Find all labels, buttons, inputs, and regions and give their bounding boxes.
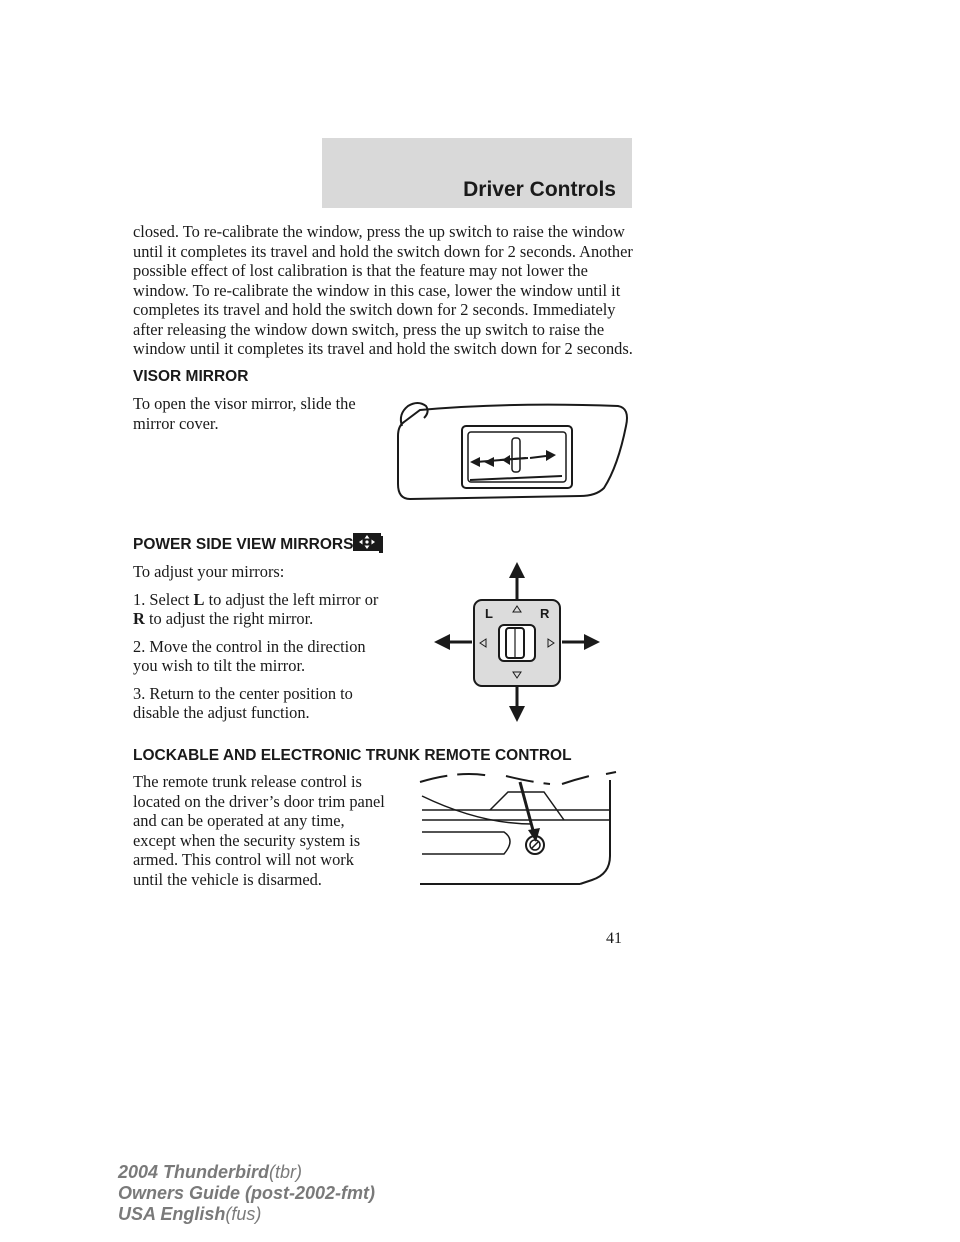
footer-model-code: (tbr)	[269, 1162, 303, 1182]
step1-middle: to adjust the left mirror or	[204, 589, 379, 609]
step1-prefix: 1. Select	[133, 589, 194, 609]
power-mirror-icon	[352, 532, 384, 554]
power-mirrors-step1	[133, 590, 388, 629]
step1-left-letter: L	[193, 589, 205, 609]
switch-right-label: R	[540, 606, 550, 621]
footer-language: USA English	[118, 1204, 226, 1224]
page-number: 41	[606, 930, 622, 947]
footer-line-1	[118, 1162, 375, 1183]
visor-mirror-heading: VISOR MIRROR	[133, 368, 249, 385]
footer-line-3	[118, 1204, 375, 1225]
trunk-control-heading: LOCKABLE AND ELECTRONIC TRUNK REMOTE CONTROL	[133, 747, 572, 764]
power-mirrors-intro: To adjust your mirrors:	[133, 562, 285, 581]
trunk-release-illustration	[420, 770, 616, 888]
switch-left-label: L	[485, 606, 493, 621]
header-band	[322, 138, 632, 208]
intro-paragraph: closed. To re-calibrate the window, press the up switch to raise the window until it completes its travel and hold the switch down for 2 seconds. Another possible effect of lost calibration is that the feature may not lower the window. To re-calibrate the window in this case, lower the window until it completes its travel and hold the switch down for 2 seconds. Immediately after releasing the window down switch, press the up switch to raise the window until it completes its travel and hold the switch down for 2 seconds.	[133, 222, 633, 358]
trunk-control-text: The remote trunk release control is located on the driver’s door trim panel and can be operated at any time, except when the security system is armed. This control will not work until the vehicle is disarmed.	[133, 772, 385, 889]
step1-right-letter: R	[133, 609, 145, 628]
section-title: Driver Controls	[463, 178, 616, 201]
footer-line-2	[118, 1183, 375, 1204]
power-mirrors-heading: POWER SIDE VIEW MIRRORS	[133, 536, 354, 553]
footer-guide: Owners Guide (post-2002-fmt)	[118, 1183, 376, 1203]
mirror-control-switch-illustration	[432, 560, 602, 724]
visor-mirror-text: To open the visor mirror, slide the mirror cover.	[133, 394, 356, 433]
power-mirrors-step3: 3. Return to the center position to disable the adjust function.	[133, 683, 353, 722]
footer-language-code: (fus)	[225, 1204, 262, 1224]
visor-mirror-illustration	[390, 396, 630, 504]
power-mirrors-instructions	[133, 562, 388, 731]
power-mirrors-step2: 2. Move the control in the direction you wish to tilt the mirror.	[133, 636, 366, 675]
step1-suffix: to adjust the right mirror.	[144, 609, 314, 628]
document-footer	[118, 1162, 375, 1225]
footer-model: 2004 Thunderbird	[118, 1162, 270, 1182]
